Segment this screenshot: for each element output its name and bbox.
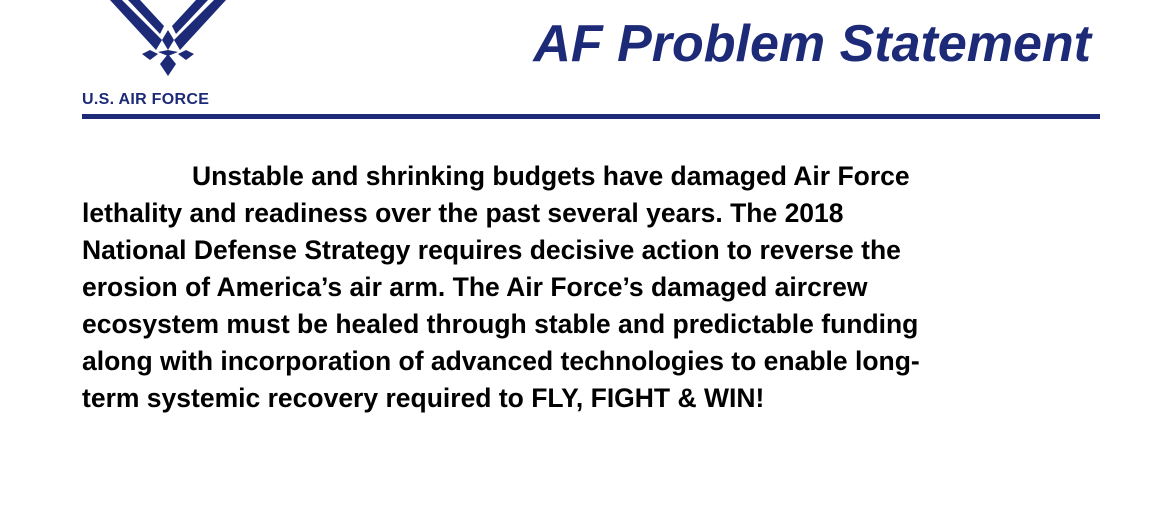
- statement-line: Unstable and shrinking budgets have damaged Air Force: [192, 161, 910, 191]
- statement-line: National Defense Strategy requires decisive action to reverse the: [82, 235, 901, 265]
- air-force-wings-icon: [106, 0, 230, 80]
- problem-statement: [82, 158, 1092, 417]
- statement-line: lethality and readiness over the past several years. The 2018: [82, 198, 844, 228]
- statement-line: along with incorporation of advanced technologies to enable long-: [82, 346, 920, 376]
- header-divider: [82, 114, 1100, 119]
- logo-text: U.S. AIR FORCE: [82, 91, 210, 108]
- page-title: AF Problem Statement: [533, 15, 1091, 73]
- statement-line: erosion of America’s air arm. The Air Force’s damaged aircrew: [82, 272, 868, 302]
- statement-line: term systemic recovery required to FLY, FIGHT & WIN!: [82, 383, 765, 413]
- statement-line: ecosystem must be healed through stable and predictable funding: [82, 309, 919, 339]
